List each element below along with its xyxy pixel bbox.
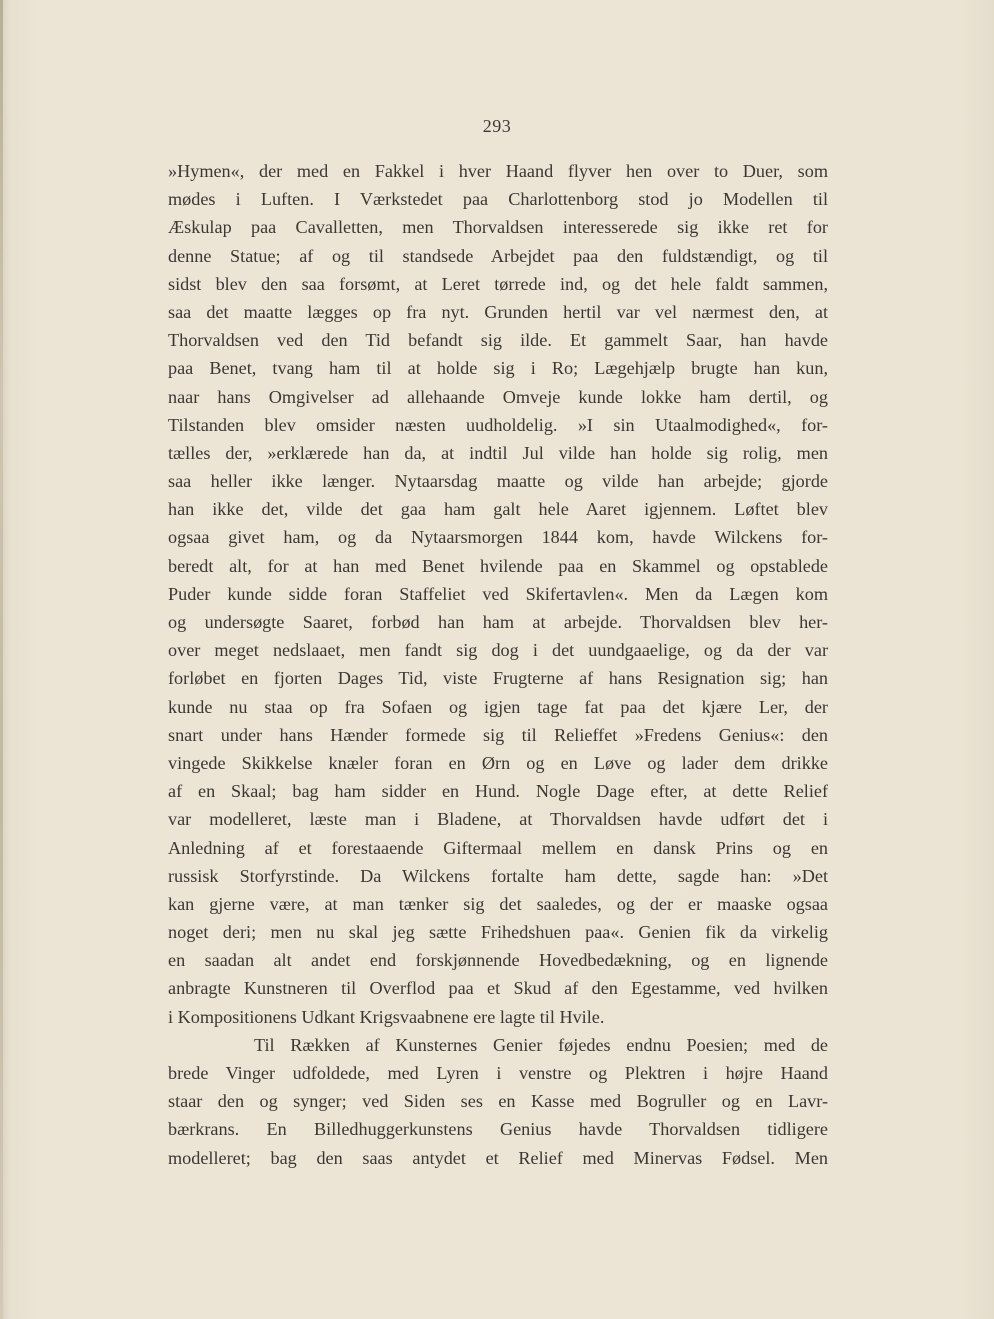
text-line: beredt alt, for at han med Benet hvilende paa en Skammel og opstablede bbox=[168, 555, 828, 576]
text-line: kan gjerne være, at man tænker sig det saaledes, og der er maaske ogsaa bbox=[168, 893, 828, 914]
text-line: Tilstanden blev omsider næsten uudholdelig. »I sin Utaalmodighed«, for- bbox=[168, 414, 828, 435]
text-line: anbragte Kunstneren til Overflod paa et Skud af den Egestamme, ved hvilken bbox=[168, 978, 828, 999]
text-line: saa heller ikke længer. Nytaarsdag maatte og vilde han arbejde; gjorde bbox=[168, 471, 828, 492]
text-line: »Hymen«, der med en Fakkel i hver Haand flyver hen over to Duer, som bbox=[168, 161, 828, 181]
text-line: denne Statue; af og til standsede Arbejdet paa den fuldstændigt, og til bbox=[168, 245, 828, 266]
text-line: russisk Storfyrstinde. Da Wilckens fortalte ham dette, sagde han: »Det bbox=[168, 865, 828, 886]
text-line: han ikke det, vilde det gaa ham galt hele Aaret igjennem. Løftet blev bbox=[168, 499, 828, 520]
page-number: 293 bbox=[482, 116, 512, 136]
page-edge bbox=[0, 0, 3, 1319]
text-line: snart under hans Hænder formede sig til Relieffet »Fredens Genius«: den bbox=[168, 724, 828, 745]
text-line: tælles der, »erklærede han da, at indtil Jul vilde han holde sig rolig, men bbox=[168, 442, 828, 463]
text-line: kunde nu staa op fra Sofaen og igjen tage fat paa det kjære Ler, der bbox=[168, 696, 828, 717]
text-line: bærkrans. En Billedhuggerkunstens Genius havde Thorvaldsen tidligere bbox=[168, 1119, 828, 1140]
text-line: brede Vinger udfoldede, med Lyren i venstre og Plektren i højre Haand bbox=[168, 1063, 828, 1083]
text-line: og undersøgte Saaret, forbød han ham at arbejde. Thorvaldsen blev her- bbox=[168, 612, 828, 632]
text-line: mødes i Luften. I Værkstedet paa Charlottenborg stod jo Modellen til bbox=[168, 189, 828, 210]
text-line: vingede Skikkelse knæler foran en Ørn og en Løve og lader dem drikke bbox=[168, 752, 828, 773]
text-line: naar hans Omgivelser ad allehaande Omveje kunde lokke ham dertil, og bbox=[168, 386, 828, 407]
text-line: Thorvaldsen ved den Tid befandt sig ilde. Et gammelt Saar, han havde bbox=[168, 330, 828, 351]
text-line: ogsaa givet ham, og da Nytaarsmorgen 1844 kom, havde Wilckens for- bbox=[168, 527, 828, 548]
text-line: saa det maatte lægges op fra nyt. Grunden hertil var vel nærmest den, at bbox=[168, 301, 828, 322]
text-line: af en Skaal; bag ham sidder en Hund. Nogle Dage efter, at dette Relief bbox=[168, 781, 828, 802]
text-line: en saadan alt andet end forskjønnende Hovedbedækning, og en lignende bbox=[168, 950, 828, 971]
text-line: staar den og synger; ved Siden ses en Kasse med Bogruller og en Lavr- bbox=[168, 1091, 828, 1112]
text-line: i Kompositionens Udkant Krigsvaabnene ere lagte til Hvile. bbox=[168, 1006, 605, 1027]
text-line: var modelleret, læste man i Bladene, at Thorvaldsen havde udført det i bbox=[168, 809, 828, 830]
text-line: forløbet en fjorten Dages Tid, viste Frugterne af hans Resignation sig; han bbox=[168, 668, 828, 689]
paragraph-first-line: Til Rækken af Kunsternes Genier føjedes endnu Poesien; med de bbox=[254, 1034, 828, 1055]
text-line: over meget nedslaaet, men fandt sig dog i det uundgaaelige, og da der var bbox=[168, 640, 828, 661]
text-line: Puder kunde sidde foran Staffeliet ved Skifertavlen«. Men da Lægen kom bbox=[168, 583, 828, 604]
text-line: noget deri; men nu skal jeg sætte Frihedshuen paa«. Genien fik da virkelig bbox=[168, 922, 828, 943]
text-line: paa Benet, tvang ham til at holde sig i Ro; Lægehjælp brugte han kun, bbox=[168, 358, 828, 379]
body-text bbox=[168, 157, 828, 1172]
text-line: Æskulap paa Cavalletten, men Thorvaldsen interesserede sig ikke ret for bbox=[168, 217, 828, 238]
text-line: modelleret; bag den saas antydet et Relief med Minervas Fødsel. Men bbox=[168, 1147, 828, 1168]
text-line: Anledning af et forestaaende Giftermaal mellem en dansk Prins og en bbox=[168, 837, 828, 858]
text-line: sidst blev den saa forsømt, at Leret tørrede ind, og det hele faldt sammen, bbox=[168, 273, 828, 294]
